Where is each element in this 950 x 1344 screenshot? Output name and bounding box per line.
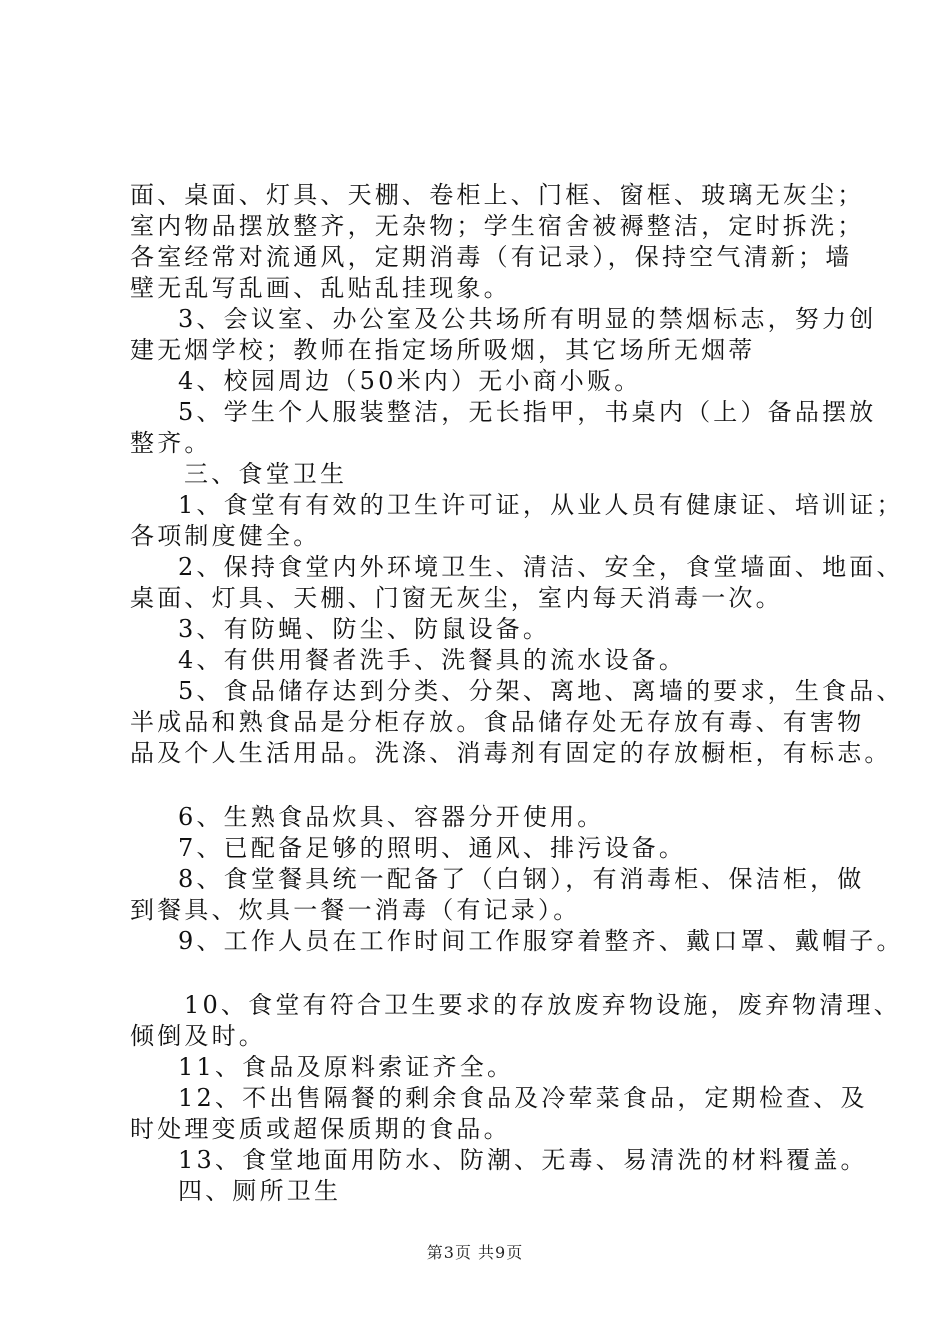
text-line: 12、不出售隔餐的剩余食品及冷荤菜食品，定期检查、及 xyxy=(178,1084,868,1112)
text-line: 5、学生个人服装整洁，无长指甲，书桌内（上）备品摆放 xyxy=(178,398,877,426)
text-line: 壁无乱写乱画、乱贴乱挂现象。 xyxy=(130,274,511,302)
text-line: 桌面、灯具、天棚、门窗无灰尘，室内每天消毒一次。 xyxy=(130,584,783,612)
text-line: 3、会议室、办公室及公共场所有明显的禁烟标志，努力创 xyxy=(178,305,877,333)
text-line: 6、生熟食品炊具、容器分开使用。 xyxy=(178,803,605,831)
text-line: 各项制度健全。 xyxy=(130,522,321,550)
text-line: 10、食堂有符合卫生要求的存放废弃物设施，废弃物清理、 xyxy=(184,991,901,1019)
text-line: 半成品和熟食品是分柜存放。食品储存处无存放有毒、有害物 xyxy=(130,708,865,736)
text-line: 11、食品及原料索证齐全。 xyxy=(178,1053,515,1081)
text-line: 时处理变质或超保质期的食品。 xyxy=(130,1115,511,1143)
text-line: 2、保持食堂内外环境卫生、清洁、安全，食堂墙面、地面、 xyxy=(178,553,904,581)
section-heading: 四、厕所卫生 xyxy=(178,1177,342,1205)
paragraph-gap xyxy=(130,769,850,802)
text-line: 1、食堂有有效的卫生许可证，从业人员有健康证、培训证； xyxy=(178,491,904,519)
document-body xyxy=(130,180,904,1207)
text-line: 13、食堂地面用防水、防潮、无毒、易清洗的材料覆盖。 xyxy=(178,1146,868,1174)
page-number-footer: 第3页 共9页 xyxy=(426,1243,524,1262)
text-line: 8、食堂餐具统一配备了（白钢），有消毒柜、保洁柜，做 xyxy=(178,865,865,893)
text-line: 3、有防蝇、防尘、防鼠设备。 xyxy=(178,615,551,643)
text-line: 建无烟学校；教师在指定场所吸烟，其它场所无烟蒂 xyxy=(130,336,756,364)
text-line: 4、有供用餐者洗手、洗餐具的流水设备。 xyxy=(178,646,687,674)
text-line: 7、已配备足够的照明、通风、排污设备。 xyxy=(178,834,687,862)
text-line: 倾倒及时。 xyxy=(130,1022,266,1050)
text-line: 4、校园周边（50米内）无小商小贩。 xyxy=(178,367,642,395)
text-line: 各室经常对流通风，定期消毒（有记录），保持空气清新；墙 xyxy=(130,243,853,271)
paragraph-gap xyxy=(130,957,850,990)
text-line: 面、桌面、灯具、天棚、卷柜上、门框、窗框、玻璃无灰尘； xyxy=(130,181,865,209)
text-line: 5、食品储存达到分类、分架、离地、离墙的要求，生食品、 xyxy=(178,677,904,705)
section-heading: 三、食堂卫生 xyxy=(184,460,348,488)
text-line: 室内物品摆放整齐，无杂物；学生宿舍被褥整洁，定时拆洗； xyxy=(130,212,865,240)
text-line: 到餐具、炊具一餐一消毒（有记录）。 xyxy=(130,896,581,924)
text-line: 整齐。 xyxy=(130,429,212,457)
text-line: 9、工作人员在工作时间工作服穿着整齐、戴口罩、戴帽子。 xyxy=(178,927,904,955)
text-line: 品及个人生活用品。洗涤、消毒剂有固定的存放橱柜，有标志。 xyxy=(130,739,892,767)
